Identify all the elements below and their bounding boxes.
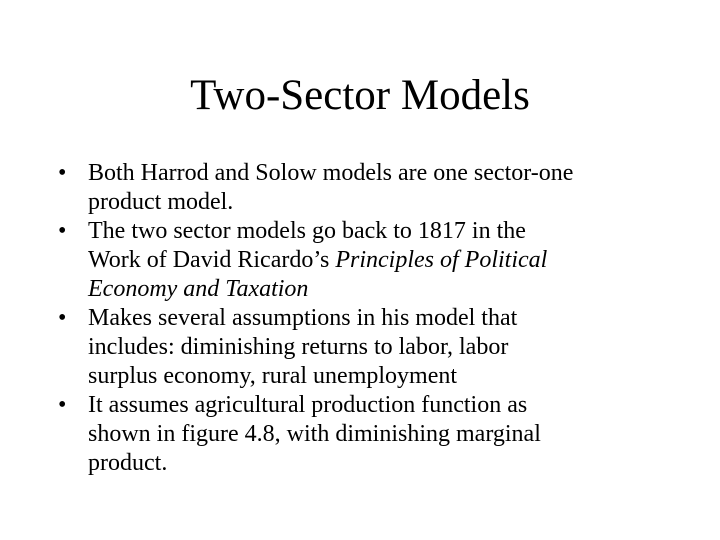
bullet-line: product.	[88, 450, 168, 476]
bullet-icon: •	[58, 218, 67, 244]
bullet-icon: •	[58, 305, 67, 331]
bullet-line: surplus economy, rural unemployment	[88, 363, 458, 389]
bullet-line	[88, 275, 678, 304]
bullet-line: Work of David Ricardo’s Principles of Political	[88, 247, 548, 273]
bullet-line: It assumes agricultural production function as	[88, 392, 528, 418]
bullet-line: product model.	[88, 189, 234, 215]
bullet-item	[58, 391, 678, 478]
bullet-item	[58, 159, 678, 217]
bullet-line: The two sector models go back to 1817 in the	[88, 218, 526, 244]
book-title-text: Economy and Taxation	[88, 276, 309, 302]
bullet-line: shown in figure 4.8, with diminishing marginal	[88, 421, 541, 447]
bullet-item	[58, 304, 678, 391]
bullet-icon: •	[58, 160, 67, 186]
bullet-line: includes: diminishing returns to labor, labor	[88, 334, 509, 360]
bullet-item	[58, 217, 678, 304]
bullet-list	[58, 159, 678, 478]
bullet-line: Both Harrod and Solow models are one sector-one	[88, 160, 574, 186]
bullet-line: Makes several assumptions in his model that	[88, 305, 518, 331]
slide-title: Two-Sector Models	[190, 72, 530, 119]
book-title-text: Principles of Political	[335, 247, 548, 273]
bullet-icon: •	[58, 392, 67, 418]
